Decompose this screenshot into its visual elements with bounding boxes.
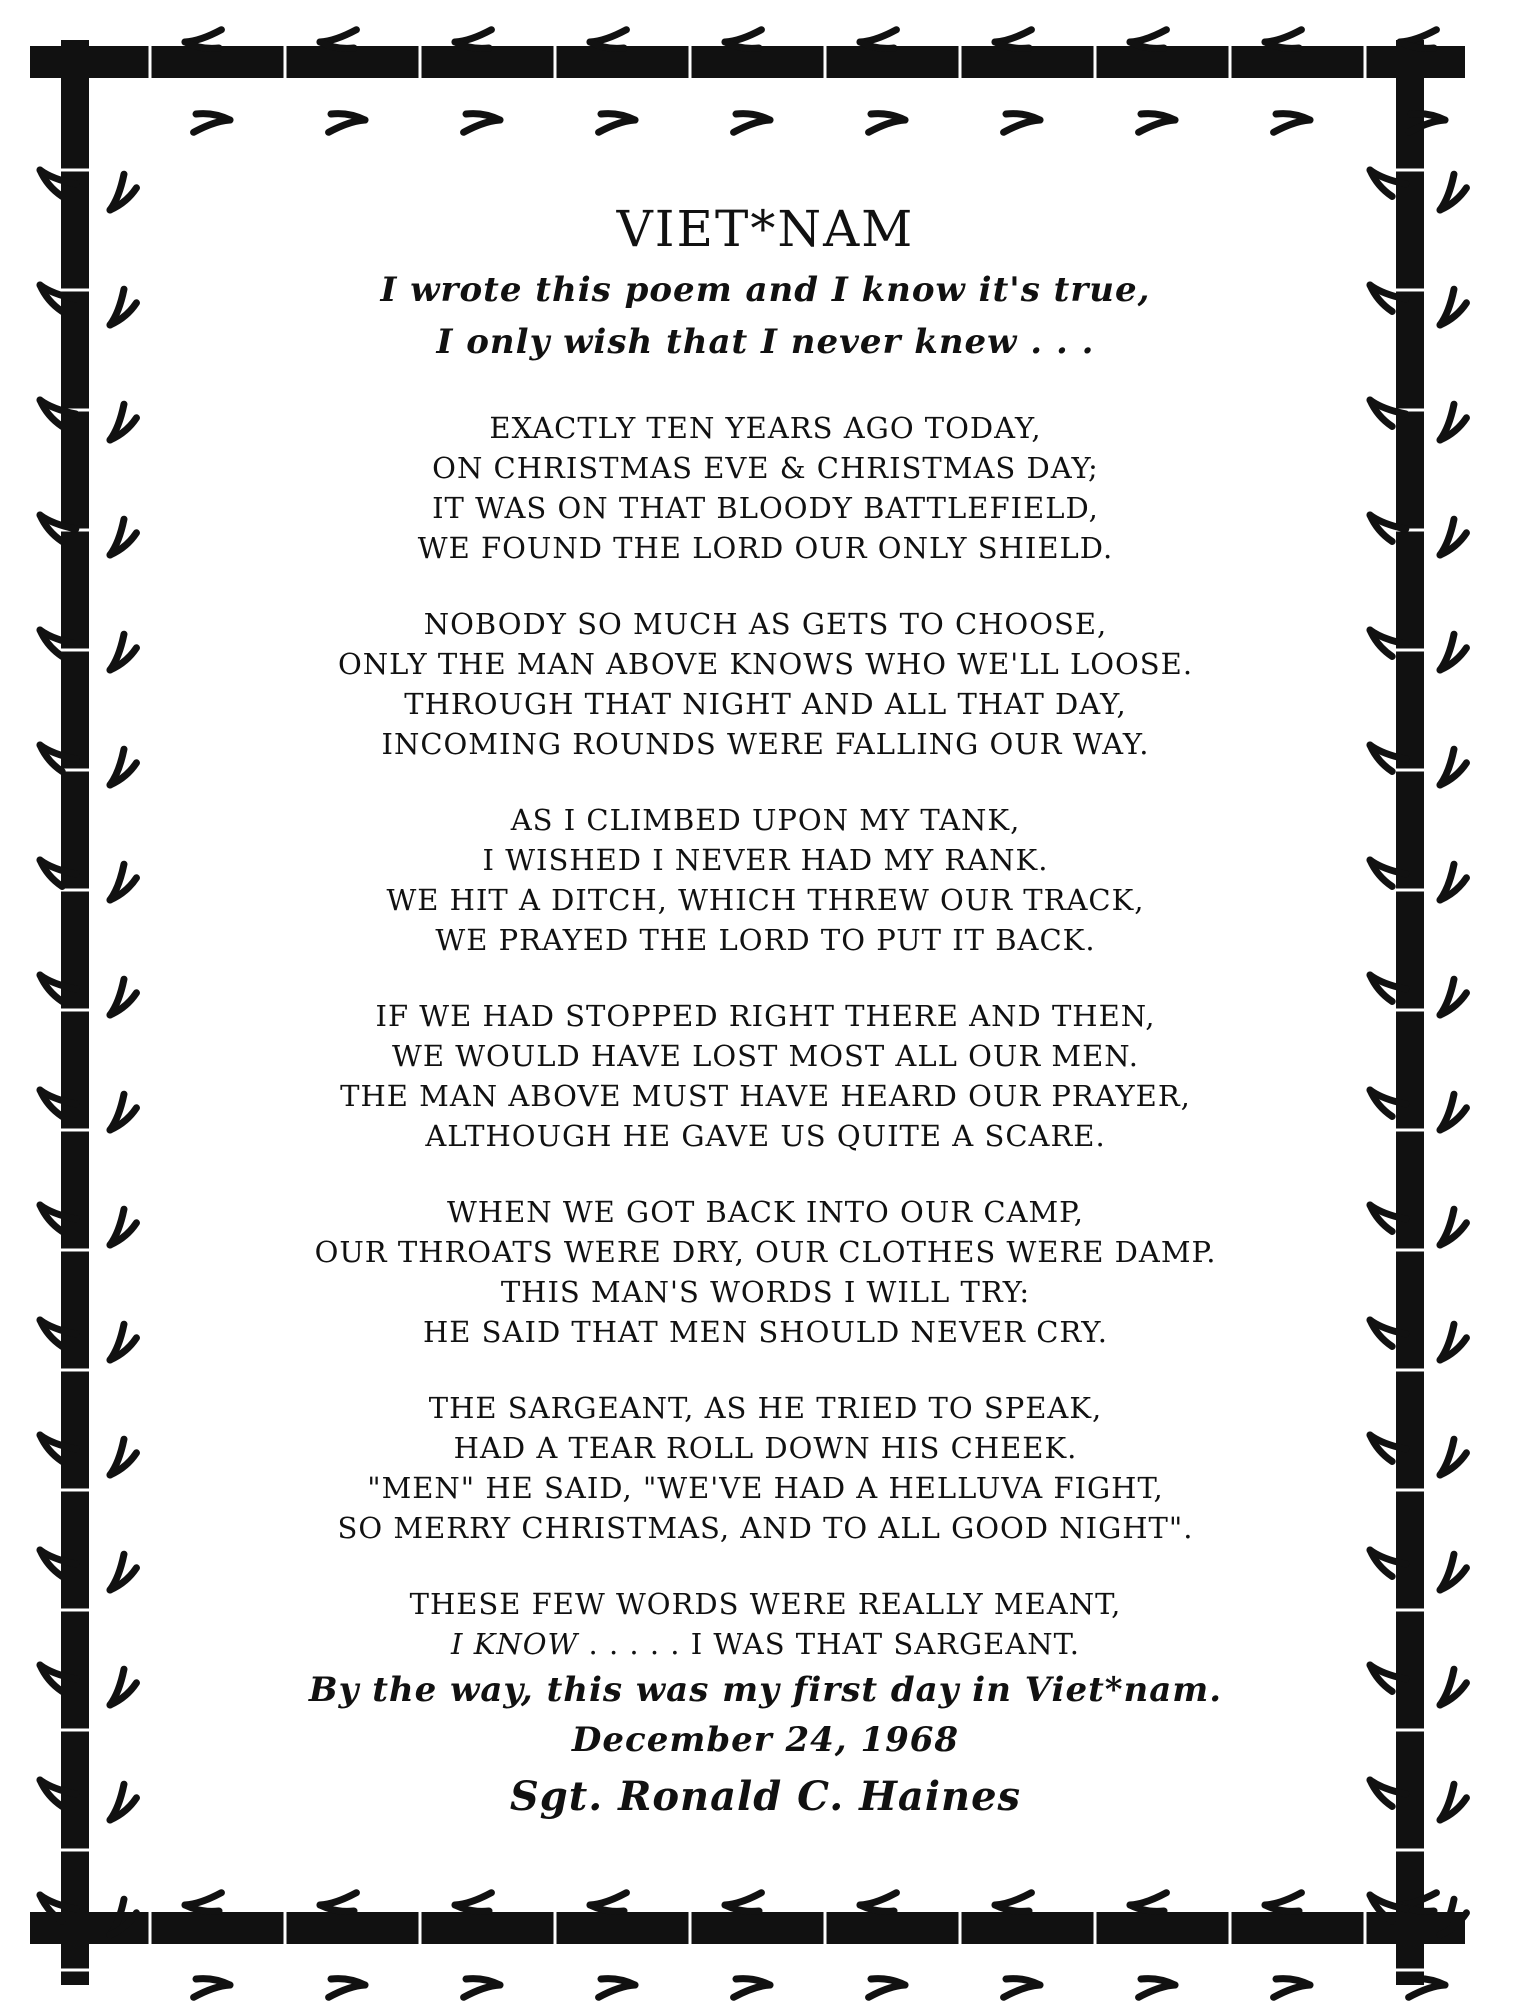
leaf-stroke <box>1370 1087 1393 1120</box>
bamboo-leaf-icon <box>1135 108 1175 143</box>
verse-line: WE WOULD HAVE LOST MOST ALL OUR MEN. <box>392 1039 1139 1073</box>
bamboo-leaf-icon <box>98 1207 140 1245</box>
leaf-stroke <box>1437 993 1470 1016</box>
leaf-stroke <box>1437 418 1470 441</box>
leaf-stroke <box>40 512 63 545</box>
leaf-stroke <box>40 972 63 1005</box>
i-know-emphasis: I KNOW <box>451 1627 579 1661</box>
bamboo-pole-vertical <box>61 40 89 1985</box>
leaf-stroke <box>1370 742 1393 775</box>
bamboo-leaf-icon <box>1428 287 1470 325</box>
verse-line: HAD A TEAR ROLL DOWN HIS CHEEK. <box>453 1431 1078 1465</box>
bamboo-leaf-icon <box>1130 1882 1170 1917</box>
bamboo-leaf-icon <box>1000 1973 1040 2008</box>
verse-line: THE SARGEANT, AS HE TRIED TO SPEAK, <box>428 1391 1103 1425</box>
leaf-stroke <box>1370 972 1393 1005</box>
bamboo-leaf-icon <box>325 1973 365 2008</box>
leaf-stroke <box>40 1777 63 1810</box>
leaf-stroke <box>107 763 140 786</box>
bamboo-leaf-icon <box>595 108 635 143</box>
bamboo-leaf-icon <box>460 108 500 143</box>
verse-line: WE FOUND THE LORD OUR ONLY SHIELD. <box>417 531 1114 565</box>
bamboo-leaf-icon <box>1428 402 1470 440</box>
bamboo-leaf-icon <box>185 1882 225 1917</box>
verse-line: WE HIT A DITCH, WHICH THREW OUR TRACK, <box>386 883 1145 917</box>
leaf-stroke <box>1437 1108 1470 1131</box>
leaf-stroke <box>1370 512 1393 545</box>
bamboo-leaf-icon <box>325 108 365 143</box>
stanza-4 <box>180 996 1351 1156</box>
poem-title: VIET*NAM <box>616 200 915 258</box>
leaf-stroke <box>1437 1798 1470 1821</box>
verse-line: ONLY THE MAN ABOVE KNOWS WHO WE'LL LOOSE. <box>337 647 1194 681</box>
leaf-stroke <box>1437 533 1470 556</box>
bamboo-leaf-icon <box>860 1882 900 1917</box>
closing-rest: . . . . . I WAS THAT SARGEANT. <box>578 1627 1080 1661</box>
leaf-stroke <box>40 1432 63 1465</box>
leaf-stroke <box>107 648 140 671</box>
stanza-5 <box>180 1192 1351 1352</box>
bamboo-leaf-icon <box>1428 747 1470 785</box>
intro <box>180 264 1351 368</box>
leaf-stroke <box>40 1317 63 1350</box>
leaf-stroke <box>40 282 63 315</box>
verse-line: NOBODY SO MUCH AS GETS TO CHOOSE, <box>423 607 1108 641</box>
bamboo-leaf-icon <box>1270 1973 1310 2008</box>
postscript: By the way, this was my first day in Viet*nam. <box>308 1670 1223 1710</box>
bamboo-leaf-icon <box>1428 1667 1470 1705</box>
verse-line: WE PRAYED THE LORD TO PUT IT BACK. <box>435 923 1096 957</box>
bamboo-leaf-icon <box>1428 1782 1470 1820</box>
leaf-stroke <box>1370 1777 1393 1810</box>
leaf-stroke <box>1437 303 1470 326</box>
bamboo-leaf-icon <box>190 108 230 143</box>
bamboo-leaf-icon <box>595 1973 635 2008</box>
stanza-3 <box>180 800 1351 960</box>
closing-stanza <box>180 1584 1351 1664</box>
bamboo-leaf-icon <box>1265 1882 1305 1917</box>
verse-line: THROUGH THAT NIGHT AND ALL THAT DAY, <box>404 687 1127 721</box>
leaf-stroke <box>107 1223 140 1246</box>
bamboo-leaf-icon <box>98 1782 140 1820</box>
bamboo-leaf-icon <box>98 1667 140 1705</box>
leaf-stroke <box>1370 1662 1393 1695</box>
verse-line: INCOMING ROUNDS WERE FALLING OUR WAY. <box>381 727 1150 761</box>
leaf-stroke <box>40 1202 63 1235</box>
bamboo-leaf-icon <box>1135 1973 1175 2008</box>
verse-line: WHEN WE GOT BACK INTO OUR CAMP, <box>447 1195 1084 1229</box>
verse-line: ALTHOUGH HE GAVE US QUITE A SCARE. <box>425 1119 1106 1153</box>
bamboo-leaf-icon <box>98 287 140 325</box>
intro-line: I only wish that I never knew . . . <box>436 322 1095 362</box>
bamboo-leaf-icon <box>1428 172 1470 210</box>
leaf-stroke <box>40 1662 63 1695</box>
verse-line: SO MERRY CHRISTMAS, AND TO ALL GOOD NIGHT". <box>337 1511 1194 1545</box>
leaf-stroke <box>1437 1683 1470 1706</box>
leaf-stroke <box>40 397 63 430</box>
bamboo-leaf-icon <box>995 1882 1035 1917</box>
poem-date: December 24, 1968 <box>571 1720 960 1760</box>
leaf-stroke <box>1437 878 1470 901</box>
bamboo-leaf-icon <box>98 1092 140 1130</box>
bamboo-leaf-icon <box>1428 517 1470 555</box>
leaf-stroke <box>107 1798 140 1821</box>
leaf-stroke <box>1437 1453 1470 1476</box>
leaf-stroke <box>40 742 63 775</box>
leaf-stroke <box>1370 1547 1393 1580</box>
bamboo-leaf-icon <box>865 1973 905 2008</box>
bamboo-leaf-icon <box>98 1322 140 1360</box>
bamboo-pole-vertical <box>1396 40 1424 1985</box>
stanza-2 <box>180 604 1351 764</box>
bamboo-leaf-icon <box>1428 1092 1470 1130</box>
leaf-stroke <box>1437 188 1470 211</box>
stanza-1 <box>180 408 1351 568</box>
verse-line: EXACTLY TEN YEARS AGO TODAY, <box>489 411 1042 445</box>
bamboo-pole-horizontal <box>30 1912 1465 1944</box>
leaf-stroke <box>1370 397 1393 430</box>
bamboo-leaf-icon <box>98 977 140 1015</box>
verse-line: ON CHRISTMAS EVE & CHRISTMAS DAY; <box>432 451 1099 485</box>
bamboo-leaf-icon <box>1428 977 1470 1015</box>
bamboo-leaf-icon <box>1428 862 1470 900</box>
leaf-stroke <box>40 167 63 200</box>
bamboo-leaf-icon <box>98 517 140 555</box>
bamboo-leaf-icon <box>1405 1973 1445 2008</box>
leaf-stroke <box>1370 282 1393 315</box>
leaf-stroke <box>107 1568 140 1591</box>
leaf-stroke <box>1370 1432 1393 1465</box>
bamboo-leaf-icon <box>460 1973 500 2008</box>
bamboo-leaf-icon <box>98 747 140 785</box>
verse-line: "MEN" HE SAID, "WE'VE HAD A HELLUVA FIGHT, <box>367 1471 1164 1505</box>
bamboo-leaf-icon <box>725 1882 765 1917</box>
leaf-stroke <box>1437 763 1470 786</box>
verse-line: IT WAS ON THAT BLOODY BATTLEFIELD, <box>432 491 1099 525</box>
leaf-stroke <box>1370 1202 1393 1235</box>
bamboo-leaf-icon <box>730 108 770 143</box>
bamboo-leaf-icon <box>98 402 140 440</box>
intro-line: I wrote this poem and I know it's true, <box>380 270 1151 310</box>
verse-line: OUR THROATS WERE DRY, OUR CLOTHES WERE DAMP. <box>314 1235 1217 1269</box>
bamboo-leaf-icon <box>98 1552 140 1590</box>
bamboo-leaf-icon <box>1270 108 1310 143</box>
signature: Sgt. Ronald C. Haines <box>509 1773 1022 1820</box>
leaf-stroke <box>107 1108 140 1131</box>
bamboo-leaf-icon <box>865 108 905 143</box>
leaf-stroke <box>40 857 63 890</box>
leaf-stroke <box>1370 627 1393 660</box>
leaf-stroke <box>40 1087 63 1120</box>
leaf-stroke <box>107 418 140 441</box>
bamboo-leaf-icon <box>590 1882 630 1917</box>
leaf-stroke <box>1437 648 1470 671</box>
bamboo-leaf-icon <box>98 862 140 900</box>
bamboo-leaf-icon <box>1428 1552 1470 1590</box>
verse-line: IF WE HAD STOPPED RIGHT THERE AND THEN, <box>375 999 1156 1033</box>
verse-line: THE MAN ABOVE MUST HAVE HEARD OUR PRAYER, <box>340 1079 1191 1113</box>
leaf-stroke <box>40 1547 63 1580</box>
leaf-stroke <box>1437 1568 1470 1591</box>
bamboo-leaf-icon <box>98 1437 140 1475</box>
verse-line: AS I CLIMBED UPON MY TANK, <box>510 803 1021 837</box>
bamboo-leaf-icon <box>455 1882 495 1917</box>
bamboo-leaf-icon <box>730 1973 770 2008</box>
bamboo-leaf-icon <box>98 172 140 210</box>
leaf-stroke <box>40 627 63 660</box>
leaf-stroke <box>107 303 140 326</box>
stanza-6 <box>180 1388 1351 1548</box>
bamboo-leaf-icon <box>98 632 140 670</box>
bamboo-leaf-icon <box>320 1882 360 1917</box>
leaf-stroke <box>1437 1338 1470 1361</box>
bamboo-leaf-icon <box>1428 1322 1470 1360</box>
leaf-stroke <box>1437 1223 1470 1246</box>
bamboo-leaf-icon <box>1428 632 1470 670</box>
poem <box>180 200 1351 1826</box>
leaf-stroke <box>107 878 140 901</box>
leaf-stroke <box>107 533 140 556</box>
verse-line: I WISHED I NEVER HAD MY RANK. <box>482 843 1049 877</box>
bamboo-leaf-icon <box>1428 1437 1470 1475</box>
leaf-stroke <box>1370 167 1393 200</box>
bamboo-leaf-icon <box>1000 108 1040 143</box>
leaf-stroke <box>1370 857 1393 890</box>
leaf-stroke <box>107 1453 140 1476</box>
verse-line: HE SAID THAT MEN SHOULD NEVER CRY. <box>423 1315 1108 1349</box>
leaf-stroke <box>107 1683 140 1706</box>
leaf-stroke <box>1370 1317 1393 1350</box>
bamboo-leaf-icon <box>1428 1207 1470 1245</box>
verse-line <box>180 1624 1351 1664</box>
verse-line: THIS MAN'S WORDS I WILL TRY: <box>500 1275 1031 1309</box>
leaf-stroke <box>107 188 140 211</box>
verse-line: THESE FEW WORDS WERE REALLY MEANT, <box>409 1587 1122 1621</box>
leaf-stroke <box>107 993 140 1016</box>
leaf-stroke <box>107 1338 140 1361</box>
bamboo-leaf-icon <box>190 1973 230 2008</box>
